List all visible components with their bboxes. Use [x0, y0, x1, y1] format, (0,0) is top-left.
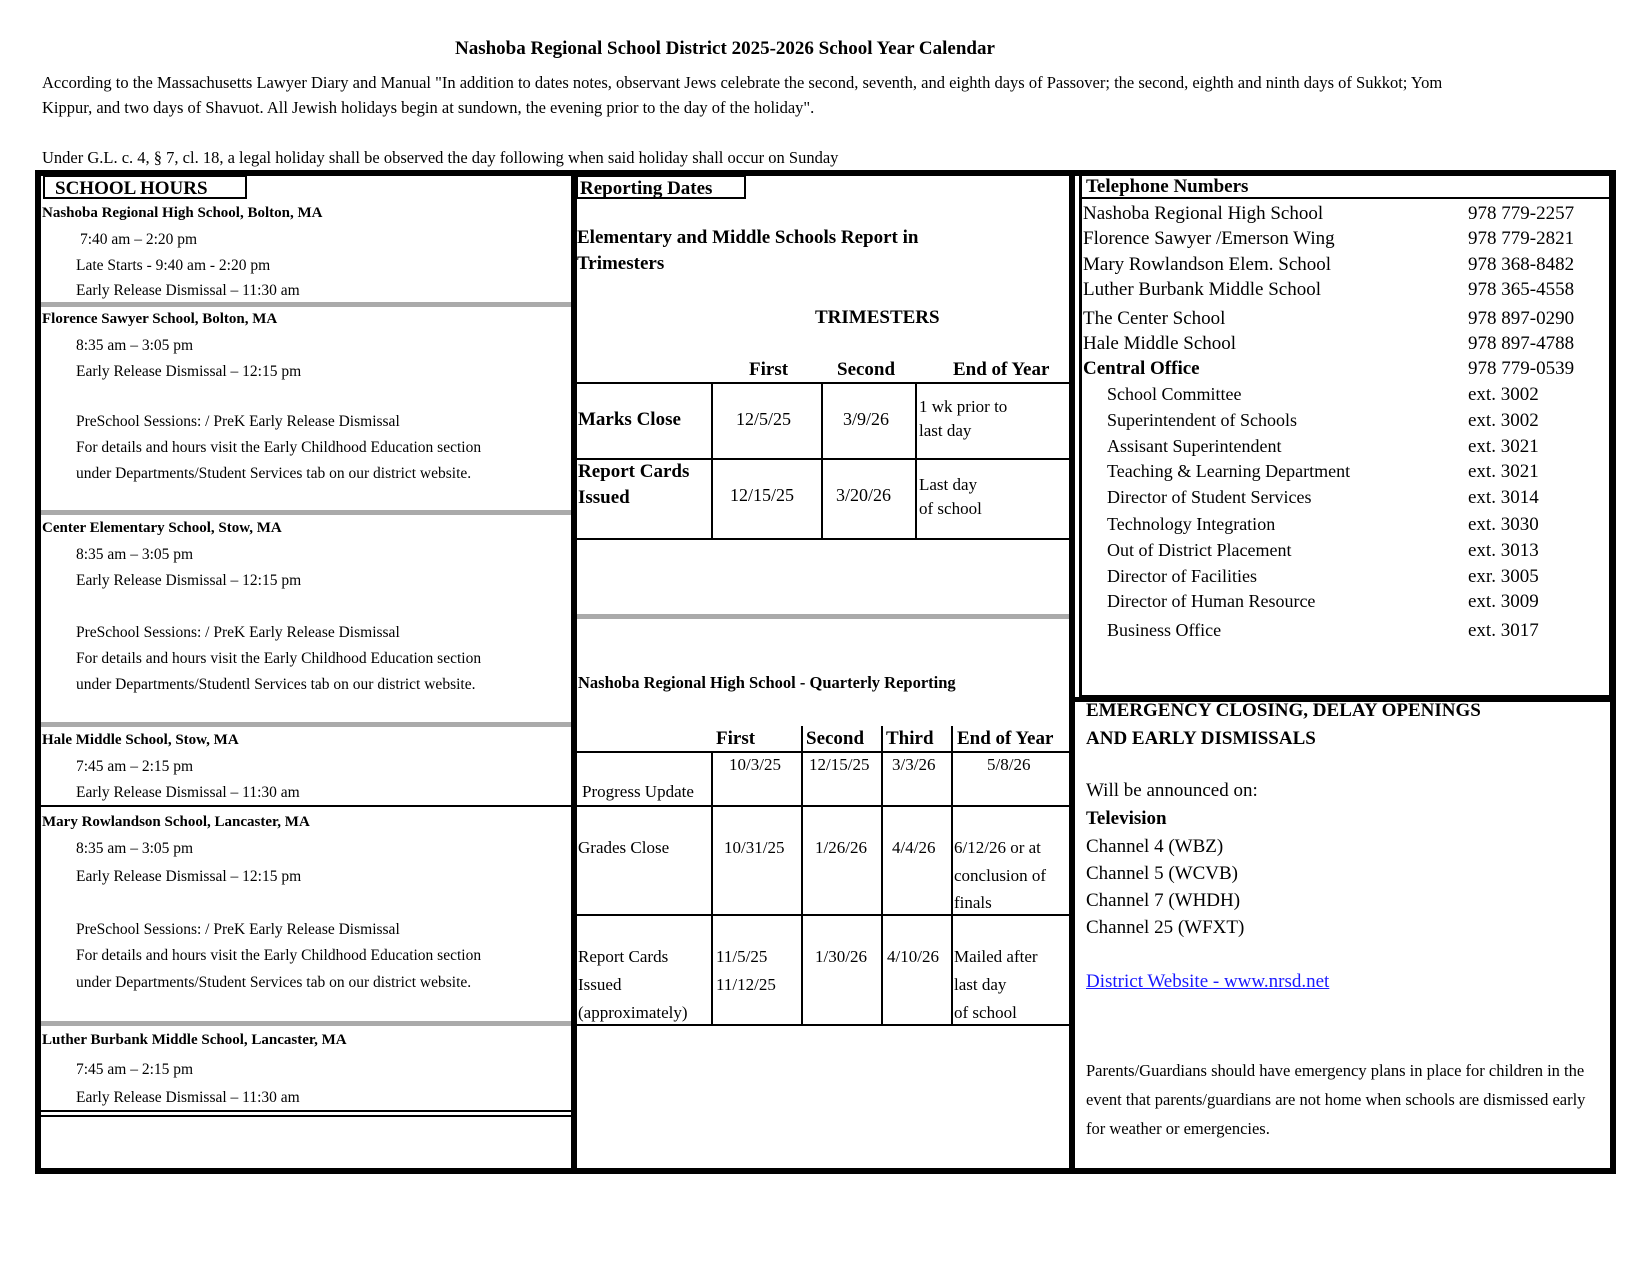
grades-close-end-3: finals [954, 893, 992, 912]
fsawyer-details-2: under Departments/Student Services tab on our district website. [76, 465, 472, 482]
report-cards-second: 3/20/26 [836, 485, 892, 505]
hale-early-release: Early Release Dismissal – 11:30 am [76, 784, 300, 801]
phone-entry-number: 978 779-0539 [1468, 358, 1575, 379]
divider [577, 614, 1069, 619]
emergency-heading-2: AND EARLY DISMISSALS [1086, 728, 1316, 749]
column-divider-2 [1069, 170, 1075, 1174]
mary-details-2: under Departments/Student Services tab on our district website. [76, 974, 472, 991]
q-col-third: Third [886, 728, 934, 749]
q-col-second: Second [806, 728, 865, 749]
table-rule [881, 751, 883, 1026]
hs-quarterly-heading: Nashoba Regional High School - Quarterly Reporting [578, 673, 956, 692]
phone-entry-number: 978 897-0290 [1468, 308, 1575, 329]
progress-third: 3/3/26 [892, 755, 936, 774]
grades-close-first: 10/31/25 [724, 838, 785, 857]
table-rule [821, 382, 823, 540]
school-name-center: Center Elementary School, Stow, MA [42, 520, 282, 536]
extension-name: Business Office [1107, 620, 1222, 640]
marks-close-label: Marks Close [578, 409, 681, 430]
marks-close-first: 12/5/25 [736, 409, 792, 429]
phone-entry-name: Nashoba Regional High School [1083, 203, 1324, 224]
progress-label: Progress Update [582, 782, 694, 801]
phone-entry-name: Mary Rowlandson Elem. School [1083, 254, 1332, 275]
report-cards-q-label-3: (approximately) [578, 1003, 688, 1022]
extension-number: ext. 3017 [1468, 620, 1539, 641]
phone-entry-name: The Center School [1083, 308, 1226, 329]
report-cards-end-2: of school [919, 499, 982, 518]
table-rule [577, 382, 1069, 384]
extension-name: Director of Human Resource [1107, 591, 1316, 611]
q-col-first: First [716, 728, 756, 749]
hale-hours: 7:45 am – 2:15 pm [76, 758, 194, 775]
report-cards-label: Report Cards [578, 461, 690, 482]
report-cards-q-second: 1/30/26 [815, 947, 867, 966]
divider [41, 1021, 571, 1026]
divider [41, 302, 571, 307]
report-cards-q-end-2: last day [954, 975, 1007, 994]
extension-name: Out of District Placement [1107, 540, 1292, 560]
legal-holiday-note: Under G.L. c. 4, § 7, cl. 18, a legal holiday shall be observed the day following when said holiday shall occur on Sunday [42, 148, 839, 167]
luther-hours: 7:45 am – 2:15 pm [76, 1061, 194, 1078]
marks-close-end-2: last day [919, 421, 972, 440]
elem-heading: Elementary and Middle Schools Report in [577, 227, 919, 248]
extension-number: ext. 3013 [1468, 540, 1539, 561]
marks-close-second: 3/9/26 [843, 409, 890, 429]
marks-close-end: 1 wk prior to [919, 397, 1008, 416]
nrhs-late-starts: Late Starts - 9:40 am - 2:20 pm [76, 257, 271, 274]
center-hours: 8:35 am – 3:05 pm [76, 546, 194, 563]
phone-entry-name: Luther Burbank Middle School [1083, 279, 1321, 300]
nrhs-early-release: Early Release Dismissal – 11:30 am [76, 282, 300, 299]
mary-hours: 8:35 am – 3:05 pm [76, 840, 194, 857]
grades-close-end: 6/12/26 or at [954, 838, 1041, 857]
phone-entry-number: 978 779-2821 [1468, 228, 1575, 249]
phone-entry-number: 978 365-4558 [1468, 279, 1575, 300]
emergency-heading: EMERGENCY CLOSING, DELAY OPENINGS [1086, 700, 1481, 721]
extension-name: Director of Facilities [1107, 566, 1257, 586]
fsawyer-early-release: Early Release Dismissal – 12:15 pm [76, 363, 302, 380]
school-name-florence-sawyer: Florence Sawyer School, Bolton, MA [42, 311, 278, 327]
table-rule [577, 751, 1069, 753]
table-rule [577, 538, 1069, 540]
district-website-link[interactable]: District Website - www.nrsd.net [1086, 971, 1330, 992]
report-cards-q-third: 4/10/26 [887, 947, 939, 966]
phone-entry-number: 978 368-8482 [1468, 254, 1575, 275]
table-rule [577, 1024, 1069, 1026]
luther-early-release: Early Release Dismissal – 11:30 am [76, 1089, 300, 1106]
school-hours-header: SCHOOL HOURS [43, 175, 247, 199]
mary-preschool: PreSchool Sessions: / PreK Early Release Dismissal [76, 921, 400, 938]
extension-number: ext. 3030 [1468, 514, 1539, 535]
report-cards-first: 12/15/25 [730, 485, 795, 505]
extension-name: Teaching & Learning Department [1107, 461, 1351, 481]
fsawyer-hours: 8:35 am – 3:05 pm [76, 337, 194, 354]
center-details: For details and hours visit the Early Childhood Education section [76, 650, 482, 667]
divider [41, 805, 571, 807]
report-cards-label-2: Issued [578, 487, 630, 508]
table-rule [951, 726, 953, 752]
report-cards-end: Last day [919, 475, 978, 494]
extension-number: ext. 3014 [1468, 487, 1539, 508]
extension-number: ext. 3009 [1468, 591, 1539, 612]
elem-heading-2: Trimesters [577, 253, 665, 274]
report-cards-q-end: Mailed after [954, 947, 1038, 966]
channel-whdh: Channel 7 (WHDH) [1086, 890, 1241, 911]
channel-wbz: Channel 4 (WBZ) [1086, 836, 1224, 857]
table-rule [951, 751, 953, 1026]
page-title: Nashoba Regional School District 2025-2026 School Year Calendar [455, 38, 995, 59]
phone-entry-name: Central Office [1083, 358, 1200, 379]
television-label: Television [1086, 808, 1167, 829]
school-name-nrhs: Nashoba Regional High School, Bolton, MA [42, 205, 323, 221]
mary-early-release: Early Release Dismissal – 12:15 pm [76, 868, 302, 885]
table-rule [915, 382, 917, 540]
reporting-dates-header: Reporting Dates [576, 175, 746, 199]
trimesters-title: TRIMESTERS [815, 307, 940, 328]
extension-name: Technology Integration [1107, 514, 1276, 534]
grades-close-second: 1/26/26 [815, 838, 867, 857]
center-preschool: PreSchool Sessions: / PreK Early Release Dismissal [76, 624, 400, 641]
extension-number: exr. 3005 [1468, 566, 1539, 587]
phone-entry-number: 978 779-2257 [1468, 203, 1575, 224]
report-cards-q-end-3: of school [954, 1003, 1017, 1022]
nrhs-hours: 7:40 am – 2:20 pm [80, 231, 198, 248]
telephone-header: Telephone Numbers [1082, 175, 1609, 199]
announced-on: Will be announced on: [1086, 780, 1258, 801]
center-early-release: Early Release Dismissal – 12:15 pm [76, 572, 302, 589]
center-details-2: under Departments/Studentl Services tab on our district website. [76, 676, 476, 693]
grades-close-end-2: conclusion of [954, 866, 1047, 885]
divider [41, 1115, 571, 1117]
phone-entry-name: Florence Sawyer /Emerson Wing [1083, 228, 1335, 249]
extension-number: ext. 3021 [1468, 461, 1539, 482]
phone-entry-name: Hale Middle School [1083, 333, 1237, 354]
divider [41, 1110, 571, 1112]
fsawyer-preschool: PreSchool Sessions: / PreK Early Release Dismissal [76, 413, 400, 430]
tri-col-first: First [749, 359, 789, 380]
mary-details: For details and hours visit the Early Childhood Education section [76, 947, 482, 964]
extension-name: School Committee [1107, 384, 1242, 404]
report-cards-q-label: Report Cards [578, 947, 669, 966]
school-name-luther-burbank: Luther Burbank Middle School, Lancaster, MA [42, 1032, 347, 1048]
grades-close-label: Grades Close [578, 838, 670, 857]
extension-number: ext. 3021 [1468, 436, 1539, 457]
tri-col-second: Second [837, 359, 896, 380]
table-rule [711, 751, 713, 1026]
channel-wfxt: Channel 25 (WFXT) [1086, 917, 1245, 938]
progress-first: 10/3/25 [729, 755, 781, 774]
extension-number: ext. 3002 [1468, 410, 1539, 431]
report-cards-q-first-2: 11/12/25 [716, 975, 776, 994]
table-rule [881, 726, 883, 752]
extension-name: Superintendent of Schools [1107, 410, 1297, 430]
divider [41, 510, 571, 515]
table-rule [577, 914, 1069, 916]
school-name-hale: Hale Middle School, Stow, MA [42, 732, 239, 748]
table-rule [801, 726, 803, 752]
table-rule [711, 382, 713, 540]
emergency-plan-note: Parents/Guardians should have emergency plans in place for children in the event that parents/guardians are not home when schools are dismissed early for weather or emergencies. [1086, 1061, 1586, 1138]
q-col-end: End of Year [957, 728, 1054, 749]
phone-entry-number: 978 897-4788 [1468, 333, 1575, 354]
grades-close-third: 4/4/26 [892, 838, 936, 857]
table-rule [577, 458, 1069, 460]
table-rule [801, 751, 803, 1026]
fsawyer-details: For details and hours visit the Early Childhood Education section [76, 439, 482, 456]
school-name-mary-rowlandson: Mary Rowlandson School, Lancaster, MA [42, 814, 310, 830]
extension-name: Director of Student Services [1107, 487, 1312, 507]
extension-number: ext. 3002 [1468, 384, 1539, 405]
divider [41, 722, 571, 727]
tri-col-end: End of Year [953, 359, 1050, 380]
intro-paragraph: According to the Massachusetts Lawyer Diary and Manual "In addition to dates notes, observant Jews celebrate the second, seventh, and eighth days of Passover; the second, eighth and ninth days of Sukkot; Yom Kippur, and two days of Shavuot. All Jewish holidays begin at sundown, the evening prior to the day of the holiday". [42, 73, 1443, 117]
extension-name: Assisant Superintendent [1107, 436, 1282, 456]
progress-second: 12/15/25 [809, 755, 870, 774]
report-cards-q-first: 11/5/25 [716, 947, 768, 966]
progress-end: 5/8/26 [987, 755, 1031, 774]
report-cards-q-label-2: Issued [578, 975, 622, 994]
channel-wcvb: Channel 5 (WCVB) [1086, 863, 1238, 884]
table-rule [577, 805, 1069, 807]
